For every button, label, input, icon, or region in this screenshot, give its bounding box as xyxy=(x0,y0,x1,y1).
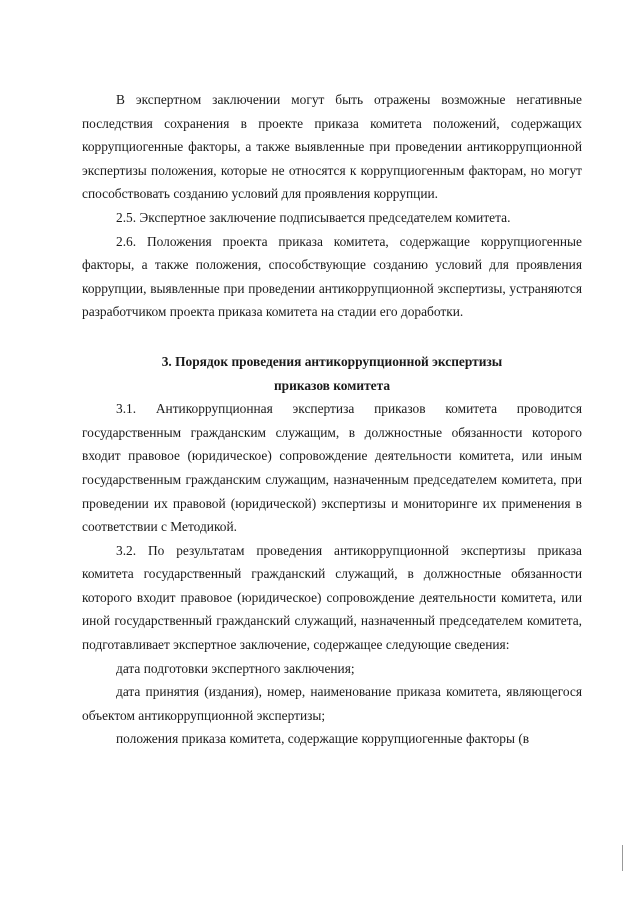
section-heading-line1: 3. Порядок проведения антикоррупционной экспертизы xyxy=(161,353,503,369)
paragraph-3-2: 3.2. По результатам проведения антикоррупционной экспертизы приказа комитета государственный гражданский служащий, в должностные обязанности которого входит правовое (юридическое) сопровождение деятельности комитета, или иной государственный гражданский служащий, назначенный председателем комитета, подготавливает экспертное заключение, содержащее следующие сведения: xyxy=(82,542,582,653)
scan-edge-mark xyxy=(622,845,623,871)
paragraph-2-6: 2.6. Положения проекта приказа комитета, содержащие коррупциогенные факторы, а также положения, способствующие созданию условий для проявления коррупции, выявленные при проведении антикоррупционной экспертизы, устраняются разработчиком проекта приказа комитета на стадии его доработки. xyxy=(82,233,582,320)
document-body xyxy=(82,88,582,751)
list-item-preparation-date: дата подготовки экспертного заключения; xyxy=(116,660,355,676)
list-item-provisions: положения приказа комитета, содержащие коррупциогенные факторы (в xyxy=(116,731,530,747)
section-heading-line2: приказов комитета xyxy=(273,377,391,393)
paragraph-3-1: 3.1. Антикоррупционная экспертиза приказов комитета проводится государственным гражданским служащим, в должностные обязанности которого входит правовое (юридическое) сопровождение деятельности комитета, или иным государственным гражданским служащим, назначенным председателем комитета, при проведении их правовой (юридической) экспертизы и мониторинге их применения в соответствии с Методикой. xyxy=(82,401,582,535)
section-heading xyxy=(82,350,582,397)
paragraph-expert-conclusion: В экспертном заключении могут быть отражены возможные негативные последствия сохранения в проекте приказа комитета положений, содержащих коррупциогенные факторы, а также выявленные при проведении антикоррупционной экспертизы положения, которые не относятся к коррупциогенным факторам, но могут способствовать созданию условий для проявления коррупции. xyxy=(82,92,582,202)
paragraph-2-5: 2.5. Экспертное заключение подписывается председателем комитета. xyxy=(116,209,511,225)
list-item-adoption-date: дата принятия (издания), номер, наименование приказа комитета, являющегося объектом антикоррупционной экспертизы; xyxy=(82,684,582,723)
